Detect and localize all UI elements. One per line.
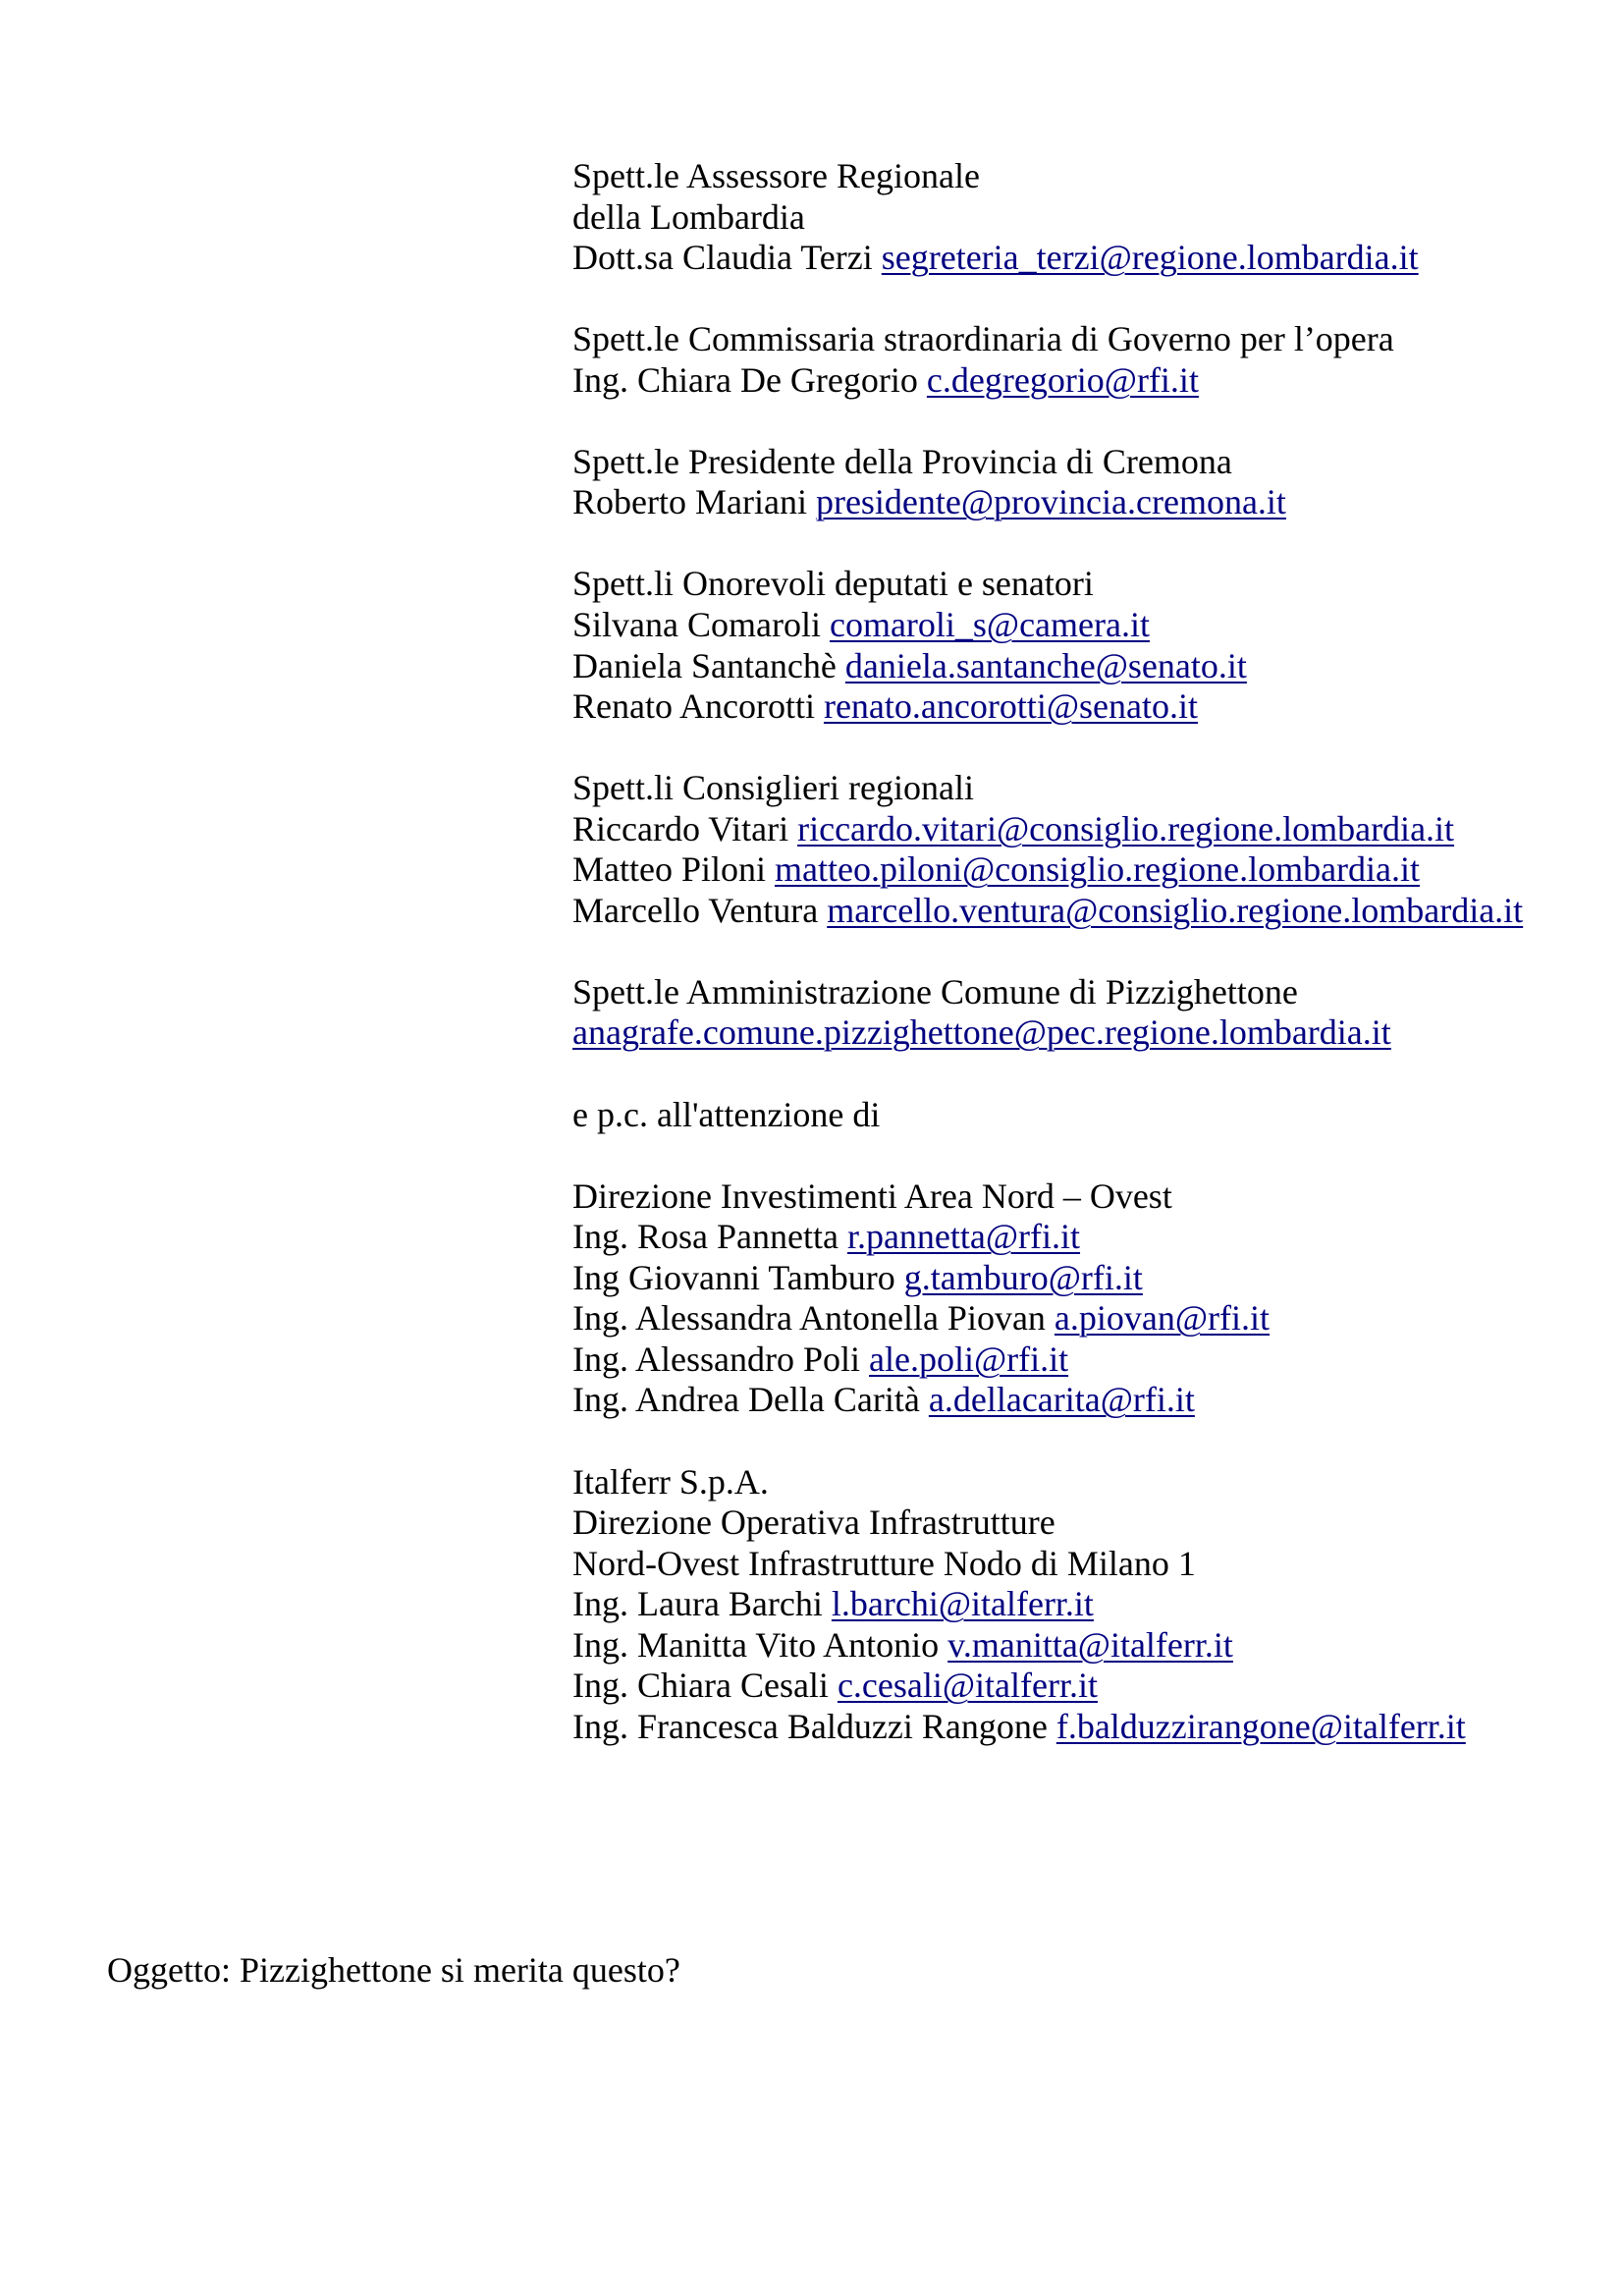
recipient-text: Silvana Comaroli: [572, 605, 830, 645]
recipient-block: [572, 564, 1523, 727]
recipient-line: [572, 849, 1523, 891]
recipient-line: [572, 646, 1523, 687]
email-link[interactable]: riccardo.vitari@consiglio.regione.lombardia.it: [797, 808, 1455, 848]
recipient-line: [572, 1012, 1523, 1054]
recipient-line: [572, 1176, 1523, 1218]
blank-line: [572, 401, 1523, 442]
email-link[interactable]: presidente@provincia.cremona.it: [815, 482, 1286, 522]
email-link[interactable]: c.cesali@italferr.it: [837, 1666, 1098, 1706]
recipient-line: [572, 1707, 1523, 1748]
recipient-line: [572, 442, 1523, 483]
recipient-line: [572, 1217, 1523, 1258]
email-link[interactable]: f.balduzzirangone@italferr.it: [1055, 1706, 1466, 1746]
recipient-line: [572, 972, 1523, 1013]
email-link[interactable]: a.piovan@rfi.it: [1054, 1298, 1271, 1339]
email-link[interactable]: v.manitta@italferr.it: [947, 1624, 1233, 1665]
blank-line: [572, 728, 1523, 769]
recipient-text: Italferr S.p.A.: [572, 1461, 769, 1502]
recipient-block: [572, 1176, 1523, 1421]
recipient-line: [572, 197, 1523, 239]
recipient-text: Spett.le Presidente della Provincia di Cremona: [572, 441, 1232, 481]
email-link[interactable]: c.degregorio@rfi.it: [926, 359, 1199, 400]
recipient-line: [572, 1380, 1523, 1421]
recipient-text: Ing Giovanni Tamburo: [572, 1257, 904, 1297]
email-link[interactable]: segreteria_terzi@regione.lombardia.it: [881, 238, 1419, 278]
recipient-line: [572, 1584, 1523, 1625]
recipient-text: Riccardo Vitari: [572, 808, 798, 848]
recipient-line: [572, 482, 1523, 523]
recipient-line: [572, 1544, 1523, 1585]
recipient-list: [572, 156, 1523, 1747]
blank-line: [572, 1135, 1523, 1176]
recipient-text: Ing. Manitta Vito Antonio: [572, 1624, 948, 1665]
recipient-line: [572, 360, 1523, 402]
blank-line: [572, 1054, 1523, 1095]
recipient-text: Dott.sa Claudia Terzi: [572, 238, 882, 278]
recipient-text: Marcello Ventura: [572, 890, 828, 930]
recipient-line: [572, 1298, 1523, 1339]
recipient-text: Ing. Chiara De Gregorio: [572, 359, 927, 400]
recipient-text: Ing. Chiara Cesali: [572, 1666, 838, 1706]
blank-line: [572, 931, 1523, 972]
recipient-text: Direzione Operativa Infrastrutture: [572, 1503, 1055, 1543]
recipient-line: [572, 686, 1523, 728]
recipient-line: [572, 1503, 1523, 1544]
recipient-text: Ing. Andrea Della Carità: [572, 1380, 929, 1420]
email-link[interactable]: anagrafe.comune.pizzighettone@pec.regione.lombardia.it: [572, 1012, 1391, 1053]
recipient-block: [572, 442, 1523, 523]
email-link[interactable]: ale.poli@rfi.it: [869, 1339, 1069, 1379]
recipient-line: [572, 891, 1523, 932]
recipient-line: [572, 605, 1523, 646]
recipient-text: Ing. Alessandra Antonella Piovan: [572, 1298, 1055, 1339]
recipient-text: Ing. Alessandro Poli: [572, 1339, 869, 1379]
recipient-text: della Lombardia: [572, 196, 805, 237]
recipient-text: Nord-Ovest Infrastrutture Nodo di Milano 1: [572, 1543, 1196, 1583]
recipient-block: [572, 768, 1523, 931]
recipient-line: [572, 156, 1523, 197]
email-link[interactable]: g.tamburo@rfi.it: [903, 1257, 1143, 1297]
email-link[interactable]: r.pannetta@rfi.it: [846, 1217, 1081, 1257]
email-link[interactable]: marcello.ventura@consiglio.regione.lombardia.it: [827, 890, 1524, 930]
blank-line: [572, 1421, 1523, 1462]
recipient-line: [572, 319, 1523, 360]
email-link[interactable]: matteo.piloni@consiglio.regione.lombardia.it: [775, 849, 1421, 890]
recipient-text: Ing. Laura Barchi: [572, 1584, 832, 1624]
recipient-line: [572, 1339, 1523, 1381]
recipient-block: [572, 1462, 1523, 1748]
recipient-line: [572, 238, 1523, 279]
recipient-text: e p.c. all'attenzione di: [572, 1094, 881, 1134]
recipient-text: Renato Ancorotti: [572, 686, 824, 727]
blank-line: [572, 279, 1523, 320]
recipient-text: Matteo Piloni: [572, 849, 775, 890]
recipient-line: [572, 1095, 1523, 1136]
recipient-text: Spett.le Assessore Regionale: [572, 156, 980, 195]
recipient-line: [572, 1625, 1523, 1667]
blank-line: [572, 523, 1523, 565]
recipient-block: [572, 972, 1523, 1054]
recipient-block: [572, 1095, 1523, 1136]
recipient-block: [572, 156, 1523, 279]
recipient-text: Spett.le Commissaria straordinaria di Governo per l’opera: [572, 319, 1394, 359]
recipient-line: [572, 1666, 1523, 1707]
recipient-text: Ing. Rosa Pannetta: [572, 1217, 847, 1257]
recipient-text: Roberto Mariani: [572, 482, 816, 522]
recipient-line: [572, 564, 1523, 605]
recipient-text: Spett.li Onorevoli deputati e senatori: [572, 564, 1094, 604]
email-link[interactable]: a.dellacarita@rfi.it: [928, 1380, 1195, 1420]
recipient-text: Spett.le Amministrazione Comune di Pizzighettone: [572, 971, 1298, 1011]
email-link[interactable]: l.barchi@italferr.it: [831, 1584, 1094, 1624]
email-link[interactable]: renato.ancorotti@senato.it: [823, 686, 1198, 727]
recipient-block: [572, 319, 1523, 401]
recipient-line: [572, 1462, 1523, 1503]
recipient-text: Spett.li Consiglieri regionali: [572, 768, 974, 808]
subject-line: Oggetto: Pizzighettone si merita questo?: [107, 1950, 680, 1990]
recipient-text: Direzione Investimenti Area Nord – Ovest: [572, 1175, 1172, 1216]
recipient-text: Ing. Francesca Balduzzi Rangone: [572, 1706, 1056, 1746]
recipient-line: [572, 809, 1523, 850]
recipient-text: Daniela Santanchè: [572, 645, 845, 685]
recipient-line: [572, 768, 1523, 809]
recipient-line: [572, 1258, 1523, 1299]
email-link[interactable]: daniela.santanche@senato.it: [844, 645, 1247, 685]
email-link[interactable]: comaroli_s@camera.it: [829, 605, 1150, 645]
